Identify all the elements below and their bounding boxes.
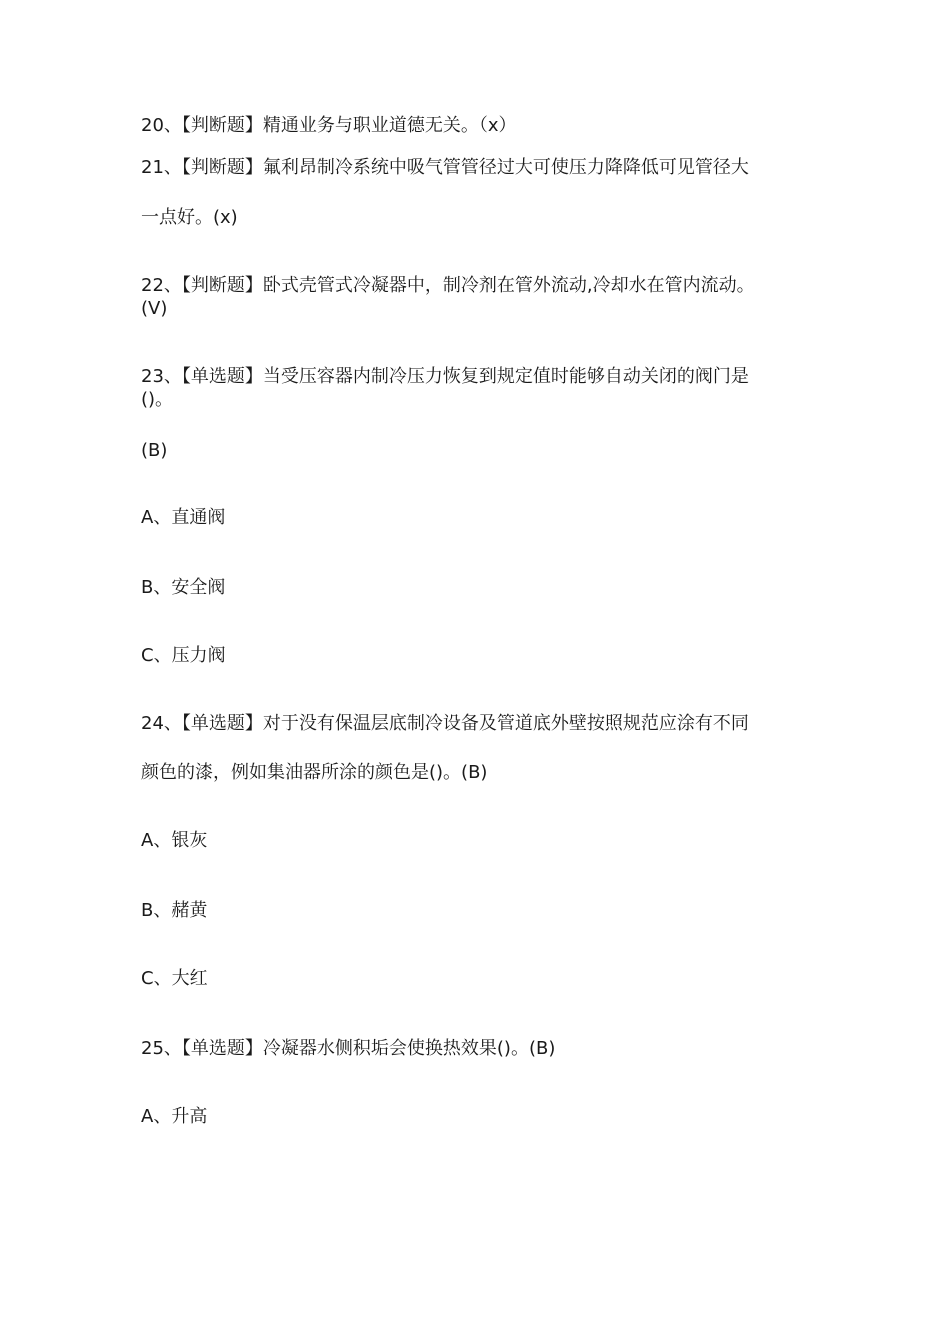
question-22-line-1: 22、【判断题】卧式壳管式冷凝器中，制冷剂在管外流动,冷却水在管内流动。 bbox=[141, 275, 755, 296]
question-24-line-1: 24、【单选题】对于没有保温层底制冷设备及管道底外壁按照规范应涂有不同 bbox=[141, 713, 749, 734]
question-21-line-2: 一点好。(x) bbox=[141, 207, 238, 228]
option-b-q23: B、安全阀 bbox=[141, 577, 226, 598]
option-a-q25: A、升高 bbox=[141, 1106, 208, 1127]
question-23-line-1: 23、【单选题】当受压容器内制冷压力恢复到规定值时能够自动关闭的阀门是 bbox=[141, 366, 749, 387]
question-25: 25、【单选题】冷凝器水侧积垢会使换热效果()。(B) bbox=[141, 1038, 556, 1059]
question-24-line-2: 颜色的漆，例如集油器所涂的颜色是()。(B) bbox=[141, 762, 488, 783]
option-b-q24: B、赭黄 bbox=[141, 900, 208, 921]
option-c-q24: C、大红 bbox=[141, 968, 208, 989]
question-23-answer: (B) bbox=[141, 440, 168, 461]
question-20: 20、【判断题】精通业务与职业道德无关。（x） bbox=[141, 115, 517, 136]
question-21-line-1: 21、【判断题】氟利昂制冷系统中吸气管管径过大可使压力降降低可见管径大 bbox=[141, 157, 749, 178]
option-a-q24: A、银灰 bbox=[141, 830, 208, 851]
question-23-line-2: ()。 bbox=[141, 389, 174, 410]
question-22-answer: (V) bbox=[141, 298, 168, 319]
option-c-q23: C、压力阀 bbox=[141, 645, 226, 666]
option-a-q23: A、直通阀 bbox=[141, 507, 226, 528]
